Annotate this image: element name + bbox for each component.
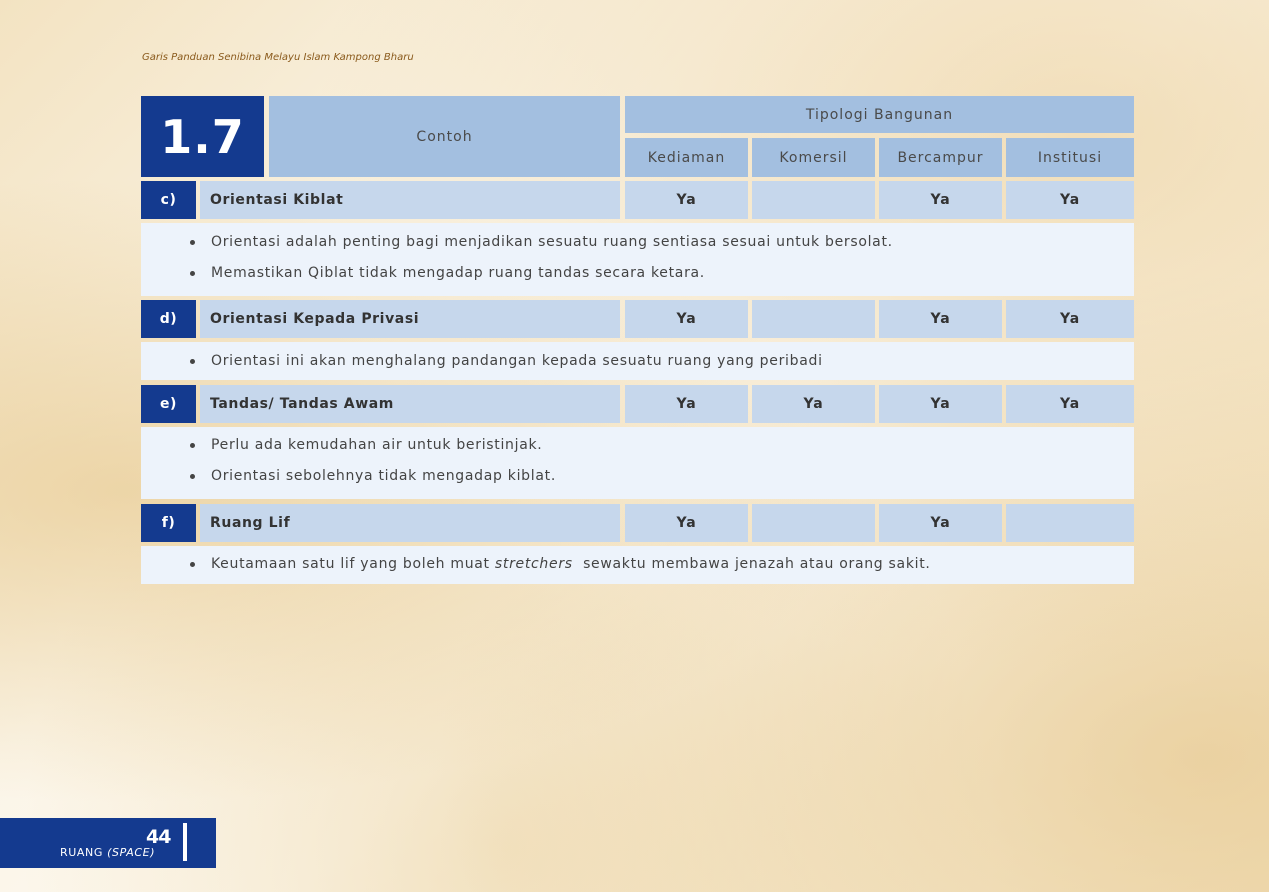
page-number: 44 <box>146 826 171 848</box>
list-item <box>190 549 931 580</box>
section-d-mark-kediaman: Ya <box>625 300 748 338</box>
note-text: Orientasi sebolehnya tidak mengadap kiblat. <box>211 468 556 484</box>
running-head: Garis Panduan Senibina Melayu Islam Kampong Bharu <box>142 52 414 63</box>
note-text-end: sewaktu membawa jenazah atau orang sakit. <box>572 556 931 572</box>
bullet-icon <box>190 562 195 567</box>
note-text: Memastikan Qiblat tidak mengadap ruang tandas secara ketara. <box>211 265 705 281</box>
section-f-mark-bercampur: Ya <box>879 504 1002 542</box>
footer-divider <box>183 823 187 861</box>
section-label <box>60 846 155 859</box>
section-f-mark-komersil <box>752 504 875 542</box>
bullet-icon <box>190 240 195 245</box>
bullet-icon <box>190 443 195 448</box>
column-header-institusi: Institusi <box>1006 138 1134 177</box>
section-label-text: RUANG <box>60 846 103 859</box>
section-c-mark-bercampur: Ya <box>879 181 1002 219</box>
section-f-mark-kediaman: Ya <box>625 504 748 542</box>
section-d-mark-institusi: Ya <box>1006 300 1134 338</box>
table-number: 1.7 <box>141 96 264 177</box>
section-d-mark-komersil <box>752 300 875 338</box>
list-item <box>190 258 893 289</box>
section-e-title: Tandas/ Tandas Awam <box>200 385 620 423</box>
section-c-title: Orientasi Kiblat <box>200 181 620 219</box>
list-item <box>190 227 893 258</box>
column-header-kediaman: Kediaman <box>625 138 748 177</box>
example-header: Contoh <box>269 96 620 177</box>
section-c-id: c) <box>141 181 196 219</box>
section-d-title: Orientasi Kepada Privasi <box>200 300 620 338</box>
section-e-notes <box>190 430 556 492</box>
column-header-bercampur: Bercampur <box>879 138 1002 177</box>
section-c-notes <box>190 227 893 289</box>
section-d-notes <box>190 346 823 377</box>
note-text: Perlu ada kemudahan air untuk beristinjak. <box>211 437 543 453</box>
column-header-komersil: Komersil <box>752 138 875 177</box>
section-f-id: f) <box>141 504 196 542</box>
section-label-italic: (SPACE) <box>107 846 156 859</box>
section-e-mark-bercampur: Ya <box>879 385 1002 423</box>
section-f-mark-institusi <box>1006 504 1134 542</box>
section-e-mark-institusi: Ya <box>1006 385 1134 423</box>
section-e-mark-komersil: Ya <box>752 385 875 423</box>
bullet-icon <box>190 359 195 364</box>
note-text: Orientasi adalah penting bagi menjadikan sesuatu ruang sentiasa sesuai untuk bersolat. <box>211 234 893 250</box>
section-e-mark-kediaman: Ya <box>625 385 748 423</box>
section-c-mark-institusi: Ya <box>1006 181 1134 219</box>
typology-header: Tipologi Bangunan <box>625 96 1134 133</box>
bullet-icon <box>190 271 195 276</box>
section-e-id: e) <box>141 385 196 423</box>
note-text-emphasis: stretchers <box>494 556 573 572</box>
note-text-start: Keutamaan satu lif yang boleh muat <box>211 556 495 572</box>
section-c-mark-komersil <box>752 181 875 219</box>
bullet-icon <box>190 474 195 479</box>
section-d-mark-bercampur: Ya <box>879 300 1002 338</box>
section-c-mark-kediaman: Ya <box>625 181 748 219</box>
section-d-id: d) <box>141 300 196 338</box>
list-item <box>190 346 823 377</box>
note-text: Orientasi ini akan menghalang pandangan kepada sesuatu ruang yang peribadi <box>211 353 823 369</box>
list-item <box>190 461 556 492</box>
list-item <box>190 430 556 461</box>
section-f-title: Ruang Lif <box>200 504 620 542</box>
section-f-notes <box>190 549 931 580</box>
